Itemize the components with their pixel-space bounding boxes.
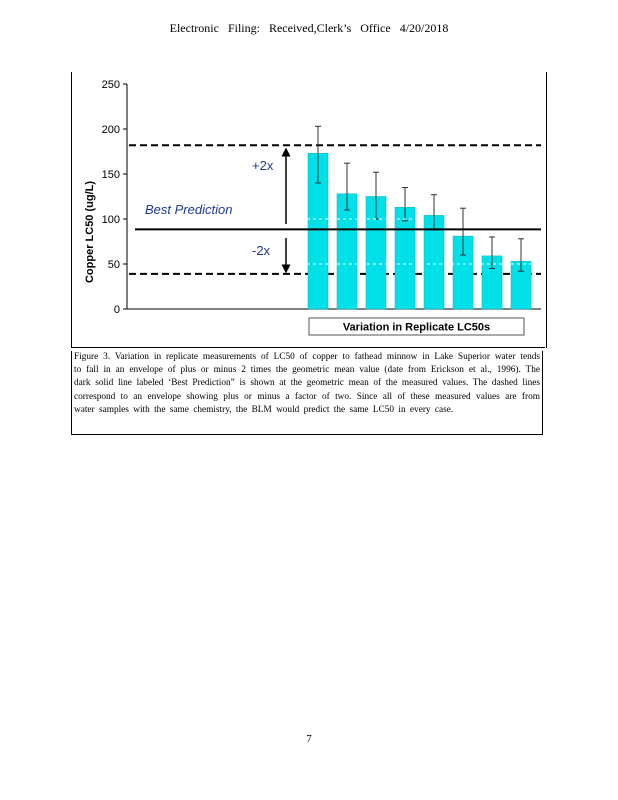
bar — [395, 207, 415, 309]
y-tick-label: 250 — [101, 79, 120, 91]
y-tick-label: 50 — [107, 259, 120, 271]
annotations — [145, 152, 286, 269]
y-tick-label: 200 — [101, 124, 120, 136]
bar — [337, 194, 357, 309]
x-axis-label-box — [309, 318, 524, 335]
lc50-chart — [71, 72, 545, 348]
y-tick-label: 0 — [113, 304, 120, 316]
y-tick-label: 150 — [101, 169, 120, 181]
minus-2x-label: -2x — [252, 243, 271, 258]
x-axis-label: Variation in Replicate LC50s — [342, 321, 491, 334]
figure-caption: Figure 3. Variation in replicate measurements of LC50 of copper to fathead minnow in Lake Superior water tends to fall in an envelope of plus or minus 2 times the geometric mean value (date from Erickson et al., 1996). The dark solid line labeled ‘Best Prediction” is shown at the geometric mean of the measured values. The dashed lines correspond to an envelope showing plus or minus a factor of two. Since all of these measured values are from water samples with the same chemistry, the BLM would predict the same LC50 in every case. — [71, 351, 543, 435]
plus-2x-label: +2x — [252, 158, 274, 173]
y-tick-label: 100 — [101, 214, 120, 226]
bars — [308, 153, 531, 309]
best-prediction-label: Best Prediction — [145, 202, 233, 217]
page-number: 7 — [306, 733, 312, 745]
page-header: Electronic Filing: Received,Clerk’s Office 4/20/2018 — [169, 21, 449, 35]
y-axis-label: Copper LC50 (ug/L) — [84, 180, 96, 284]
